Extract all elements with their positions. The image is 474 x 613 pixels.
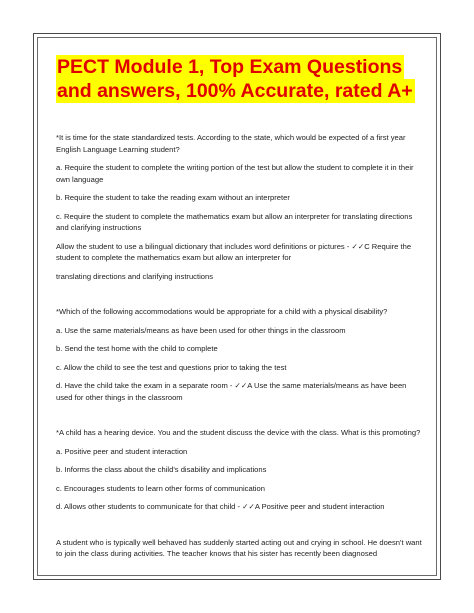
question-1-prompt: *It is time for the state standardized tests. According to the state, which would be expected of a first year English Language Learning student? — [56, 133, 406, 154]
question-3-option-c: c. Encourages students to learn other forms of communication — [56, 483, 265, 493]
question-2-prompt: *Which of the following accommodations would be appropriate for a child with a physical disability? — [56, 307, 388, 316]
document-title — [56, 55, 413, 103]
question-3-answer: d. Allows other students to communicate for that child - ✓✓A Positive peer and student interaction — [56, 502, 385, 511]
document-body — [56, 132, 424, 560]
question-1-option-a: a. Require the student to complete the writing portion of the test but allow the student to complete it in their own language — [56, 163, 414, 184]
question-1-option-c: c. Require the student to complete the mathematics exam but allow an interpreter for translating directions and clarifying instructions — [56, 211, 413, 232]
question-4-prompt-partial: A student who is typically well behaved has suddenly started acting out and crying in school. He doesn't want to join the class during activities. The teacher knows that his sister has recently been diagnosed — [56, 537, 422, 558]
question-2-option-c: c. Allow the child to see the test and questions prior to taking the test — [56, 362, 287, 372]
question-2-option-b: b. Send the test home with the child to complete — [56, 344, 218, 353]
question-3-option-a: a. Positive peer and student interaction — [56, 446, 188, 456]
question-1-answer-continuation: translating directions and clarifying instructions — [56, 271, 214, 281]
title-line-1: PECT Module 1, Top Exam Questions — [57, 56, 403, 78]
question-2-option-a: a. Use the same materials/means as have been used for other things in the classroom — [56, 325, 346, 335]
title-line-2: and answers, 100% Accurate, rated A+ — [57, 80, 413, 102]
question-1-answer: Allow the student to use a bilingual dictionary that includes word definitions or pictures - ✓✓C Require the student to complete the mathematics exam but allow an interpreter for — [56, 241, 412, 262]
question-1-option-b: b. Require the student to take the reading exam without an interpreter — [56, 193, 290, 202]
question-2-answer: d. Have the child take the exam in a separate room - ✓✓A Use the same materials/means as have been used for other things in the classroom — [56, 381, 407, 402]
question-3-prompt: *A child has a hearing device. You and the student discuss the device with the class. What is this promoting? — [56, 428, 421, 437]
question-3-option-b: b. Informs the class about the child's disability and implications — [56, 465, 267, 474]
